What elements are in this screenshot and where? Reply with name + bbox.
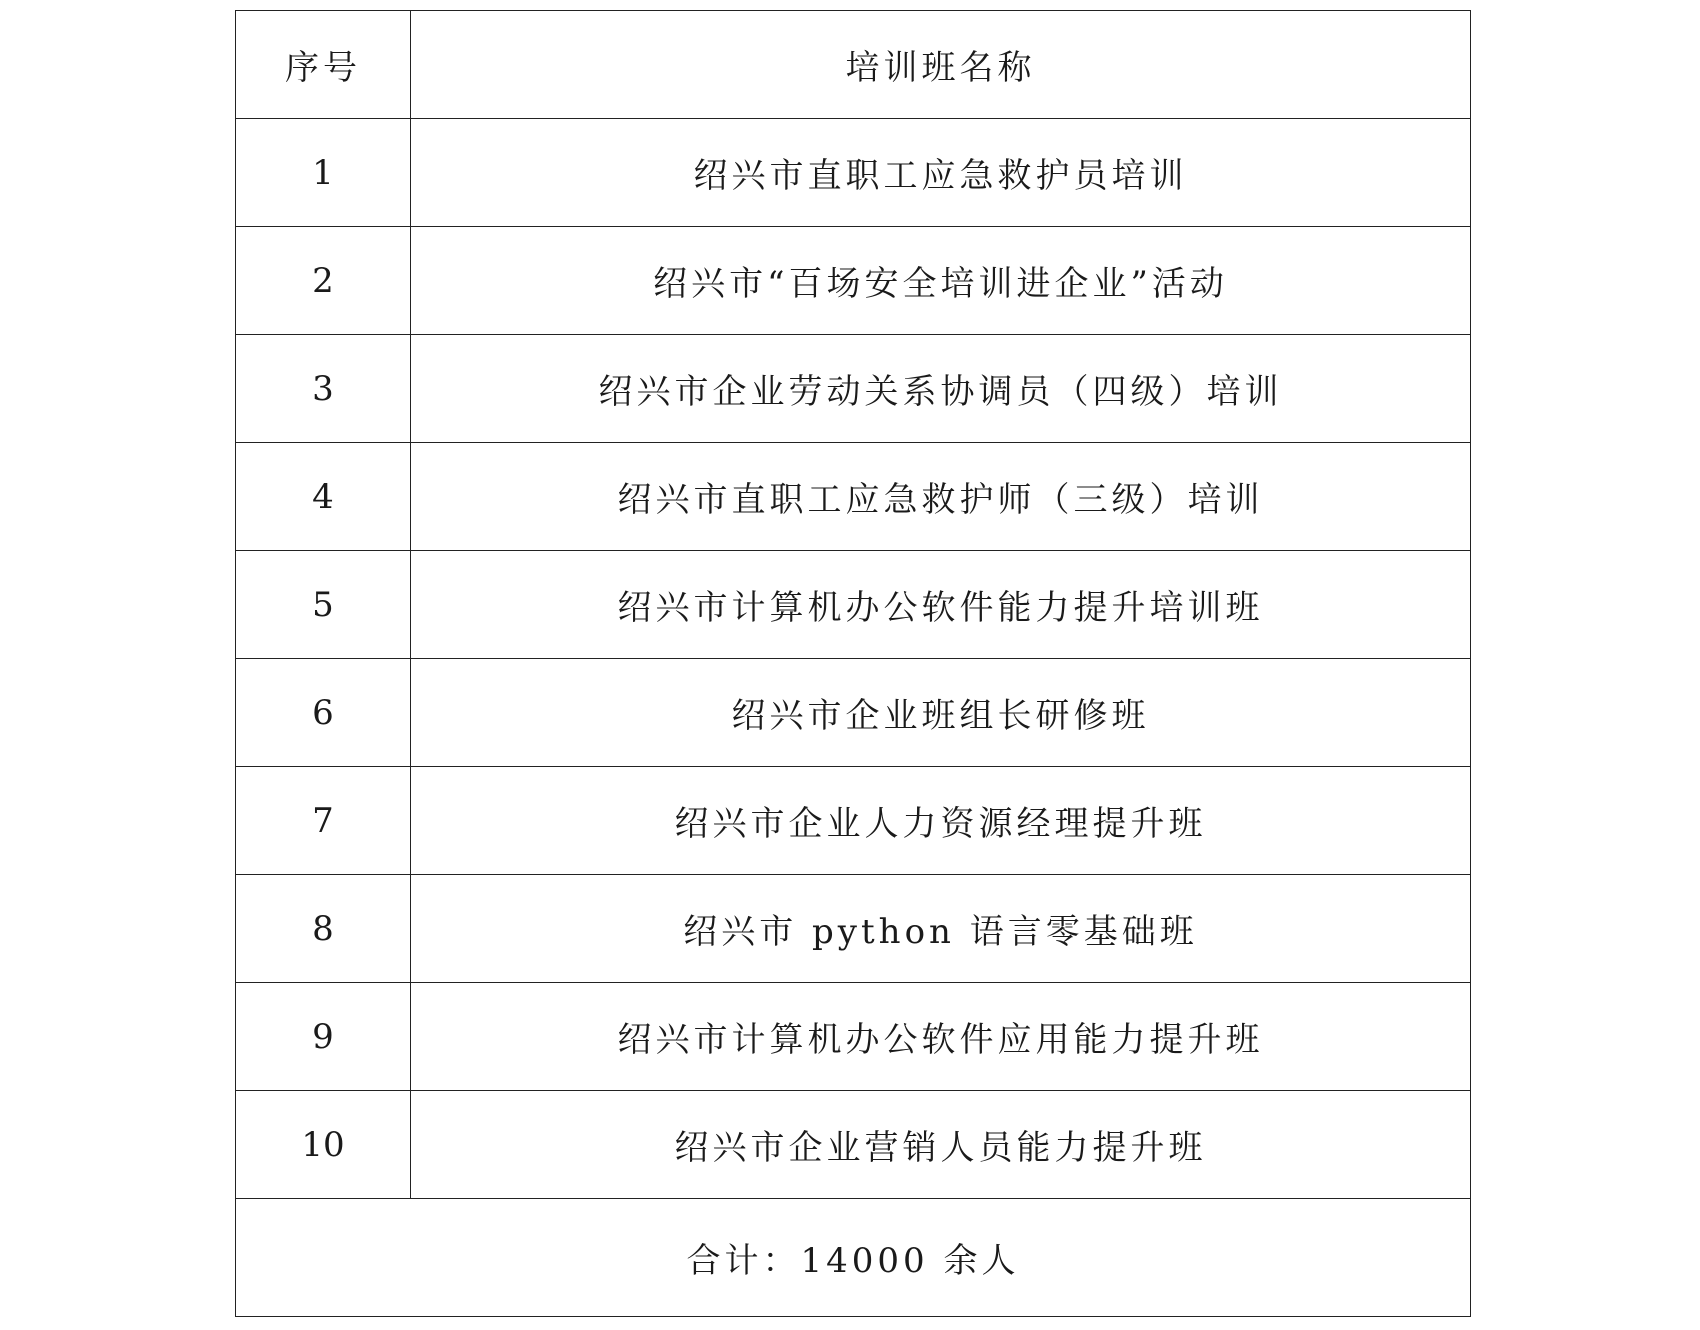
row-course-name: 绍兴市直职工应急救护员培训 — [411, 119, 1471, 227]
table-row — [236, 227, 1471, 335]
table-row — [236, 767, 1471, 875]
table-row — [236, 443, 1471, 551]
row-serial-number: 3 — [236, 335, 411, 443]
table-row — [236, 551, 1471, 659]
row-course-name: 绍兴市计算机办公软件能力提升培训班 — [411, 551, 1471, 659]
table-row — [236, 335, 1471, 443]
training-course-table — [235, 10, 1471, 1317]
table-row — [236, 119, 1471, 227]
table-row — [236, 659, 1471, 767]
row-serial-number: 10 — [236, 1091, 411, 1199]
total-summary: 合计：14000 余人 — [236, 1199, 1471, 1317]
row-serial-number: 4 — [236, 443, 411, 551]
row-serial-number: 7 — [236, 767, 411, 875]
row-serial-number: 8 — [236, 875, 411, 983]
row-course-name: 绍兴市企业营销人员能力提升班 — [411, 1091, 1471, 1199]
row-serial-number: 2 — [236, 227, 411, 335]
row-serial-number: 9 — [236, 983, 411, 1091]
row-course-name: 绍兴市直职工应急救护师（三级）培训 — [411, 443, 1471, 551]
row-serial-number: 1 — [236, 119, 411, 227]
row-course-name: 绍兴市企业劳动关系协调员（四级）培训 — [411, 335, 1471, 443]
row-course-name: 绍兴市“百场安全培训进企业”活动 — [411, 227, 1471, 335]
row-serial-number: 5 — [236, 551, 411, 659]
header-serial-number: 序号 — [236, 11, 411, 119]
row-serial-number: 6 — [236, 659, 411, 767]
table-row — [236, 875, 1471, 983]
total-row — [236, 1199, 1471, 1317]
header-course-name: 培训班名称 — [411, 11, 1471, 119]
row-course-name: 绍兴市企业人力资源经理提升班 — [411, 767, 1471, 875]
table-row — [236, 1091, 1471, 1199]
row-course-name: 绍兴市企业班组长研修班 — [411, 659, 1471, 767]
row-course-name: 绍兴市计算机办公软件应用能力提升班 — [411, 983, 1471, 1091]
table-header-row — [236, 11, 1471, 119]
row-course-name: 绍兴市 python 语言零基础班 — [411, 875, 1471, 983]
table-row — [236, 983, 1471, 1091]
